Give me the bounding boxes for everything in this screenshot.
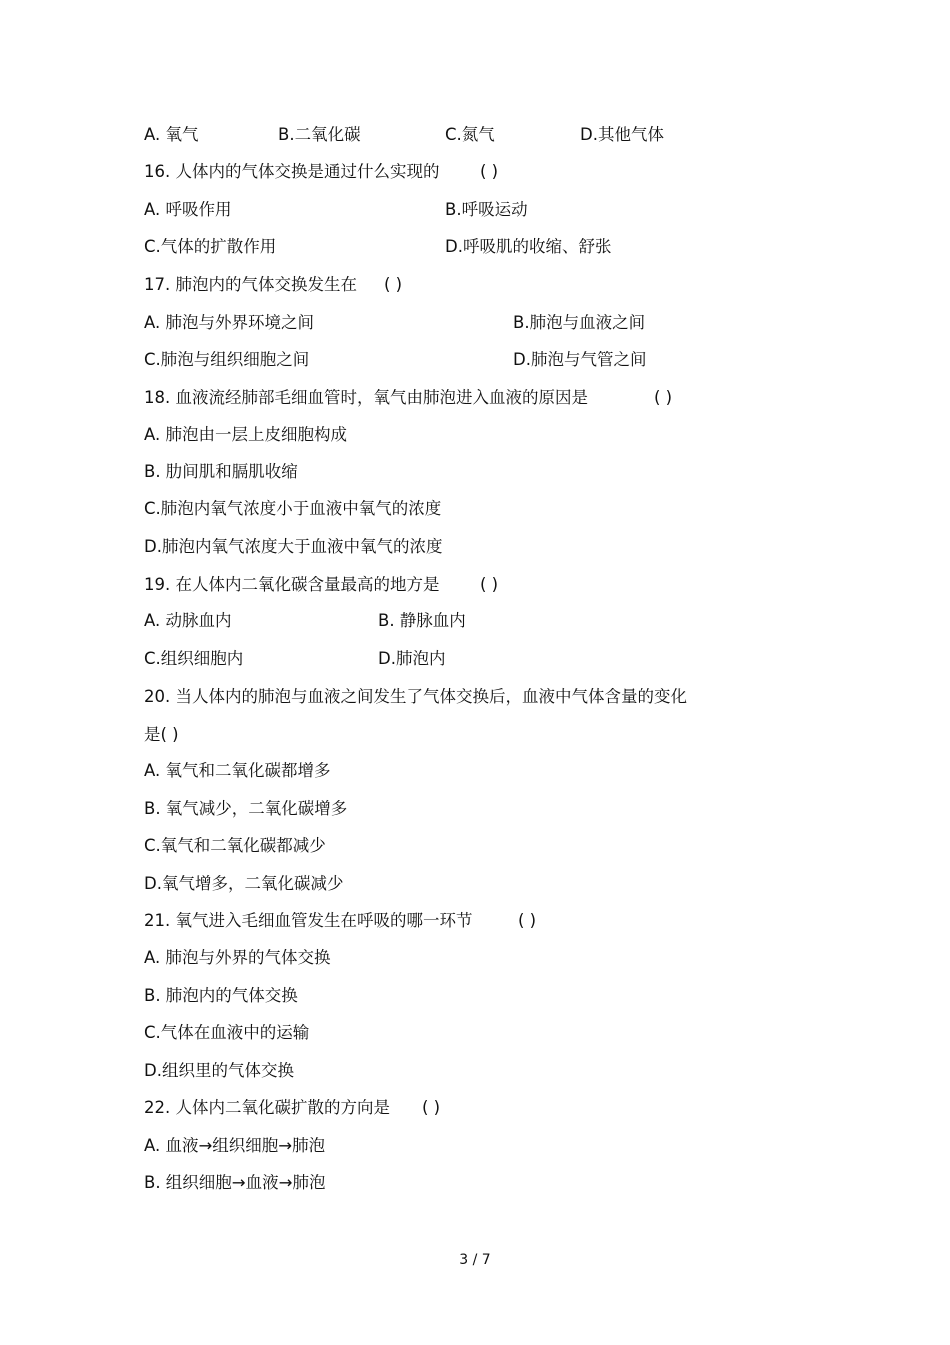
- q21-option-c: C.气体在血液中的运输: [144, 1023, 310, 1042]
- q15-option-d: D.其他气体: [580, 125, 664, 144]
- q15-option-c: C.氮气: [445, 125, 495, 144]
- q21-option-d: D.组织里的气体交换: [144, 1061, 294, 1080]
- q18-option-a: A. 肺泡由一层上皮细胞构成: [144, 425, 347, 444]
- q21-option-a: A. 肺泡与外界的气体交换: [144, 948, 331, 967]
- q22-stem: 22. 人体内二氧化碳扩散的方向是: [144, 1098, 390, 1117]
- q21-stem: 21. 氧气进入毛细血管发生在呼吸的哪一环节: [144, 911, 473, 930]
- q16-stem: 16. 人体内的气体交换是通过什么实现的: [144, 162, 440, 181]
- q16-option-a: A. 呼吸作用: [144, 200, 232, 219]
- q16-option-c: C.气体的扩散作用: [144, 237, 277, 256]
- q16-answer-paren: ( ): [480, 162, 499, 181]
- q20-option-a: A. 氧气和二氧化碳都增多: [144, 761, 331, 780]
- q22-option-a: A. 血液→组织细胞→肺泡: [144, 1136, 326, 1155]
- q16-option-b: B.呼吸运动: [445, 200, 528, 219]
- q22-option-b: B. 组织细胞→血液→肺泡: [144, 1173, 326, 1192]
- q17-option-b: B.肺泡与血液之间: [513, 313, 646, 332]
- q17-option-d: D.肺泡与气管之间: [513, 350, 647, 369]
- q17-stem: 17. 肺泡内的气体交换发生在: [144, 275, 357, 294]
- q19-option-b: B. 静脉血内: [378, 611, 466, 630]
- q16-option-d: D.呼吸肌的收缩、舒张: [445, 237, 612, 256]
- q22-answer-paren: ( ): [422, 1098, 441, 1117]
- q19-stem: 19. 在人体内二氧化碳含量最高的地方是: [144, 575, 440, 594]
- q19-answer-paren: ( ): [480, 575, 499, 594]
- q20-stem-line-1: 20. 当人体内的肺泡与血液之间发生了气体交换后，血液中气体含量的变化: [144, 687, 687, 706]
- q18-answer-paren: ( ): [654, 388, 673, 407]
- q19-option-c: C.组织细胞内: [144, 649, 244, 668]
- q17-option-a: A. 肺泡与外界环境之间: [144, 313, 314, 332]
- q20-option-d: D.氧气增多，二氧化碳减少: [144, 874, 344, 893]
- q15-option-a: A. 氧气: [144, 125, 199, 144]
- q19-option-d: D.肺泡内: [378, 649, 446, 668]
- q20-option-c: C.氧气和二氧化碳都减少: [144, 836, 326, 855]
- q21-answer-paren: ( ): [518, 911, 537, 930]
- page-number: 3 / 7: [459, 1252, 491, 1268]
- q17-answer-paren: ( ): [384, 275, 403, 294]
- q21-option-b: B. 肺泡内的气体交换: [144, 986, 298, 1005]
- q15-option-b: B.二氧化碳: [278, 125, 361, 144]
- q18-option-d: D.肺泡内氧气浓度大于血液中氧气的浓度: [144, 537, 443, 556]
- q17-option-c: C.肺泡与组织细胞之间: [144, 350, 310, 369]
- q20-stem-line-2: 是( ): [144, 725, 179, 744]
- q19-option-a: A. 动脉血内: [144, 611, 232, 630]
- q18-stem: 18. 血液流经肺部毛细血管时，氧气由肺泡进入血液的原因是: [144, 388, 588, 407]
- q18-option-b: B. 肋间肌和膈肌收缩: [144, 462, 298, 481]
- q18-option-c: C.肺泡内氧气浓度小于血液中氧气的浓度: [144, 499, 442, 518]
- q20-option-b: B. 氧气减少，二氧化碳增多: [144, 799, 348, 818]
